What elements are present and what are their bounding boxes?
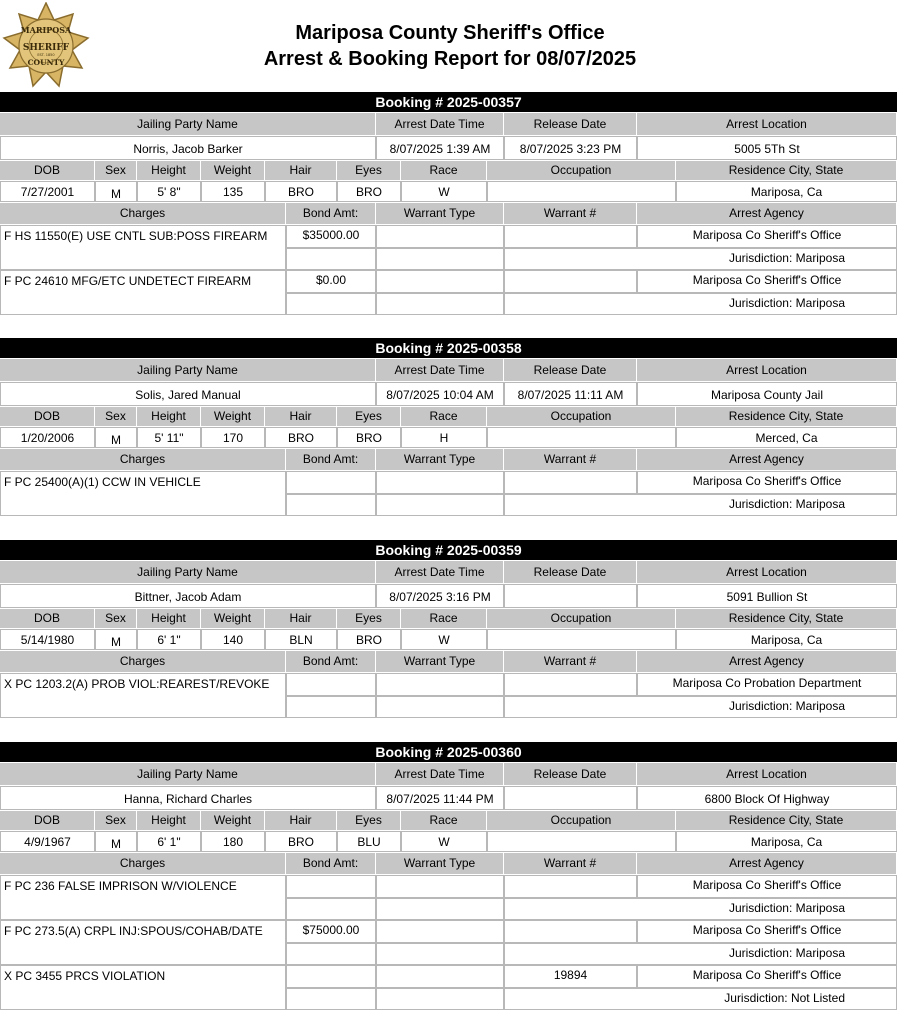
booking-section — [0, 338, 897, 511]
release-date-value: 8/07/2025 11:11 AM — [504, 382, 637, 406]
arrest-agency-value: Mariposa Co Sheriff's Office — [637, 270, 897, 293]
arrest-location-header: Arrest Location — [637, 359, 897, 381]
jailing-party-name-value: Bittner, Jacob Adam — [0, 584, 376, 608]
jailing-party-name-header: Jailing Party Name — [0, 561, 376, 583]
race-header: Race — [401, 407, 487, 426]
arrest-date-time-header: Arrest Date Time — [376, 359, 504, 381]
bond-blank-cell — [286, 696, 376, 718]
dob-header: DOB — [0, 811, 95, 830]
warrant-number-header: Warrant # — [504, 651, 637, 672]
arrest-date-time-header: Arrest Date Time — [376, 561, 504, 583]
warrant-type-blank-cell — [376, 494, 504, 516]
bond-amount-value: $35000.00 — [286, 225, 376, 248]
residence-city-state-header: Residence City, State — [676, 609, 897, 628]
sex-header: Sex — [95, 161, 137, 180]
warrant-number-value — [504, 270, 637, 293]
race-value: W — [401, 831, 487, 852]
height-value: 6' 1" — [137, 629, 201, 650]
release-date-value — [504, 584, 637, 608]
race-value: W — [401, 181, 487, 202]
hair-header: Hair — [265, 161, 337, 180]
race-header: Race — [401, 161, 487, 180]
warrant-number-header: Warrant # — [504, 853, 637, 874]
bond-blank-cell — [286, 943, 376, 965]
residence-city-state-value: Mariposa, Ca — [676, 181, 897, 202]
arrest-location-value: 6800 Block Of Highway — [637, 786, 897, 810]
jurisdiction-value: Jurisdiction: Mariposa — [504, 898, 897, 920]
residence-city-state-value: Mariposa, Ca — [676, 831, 897, 852]
charges-header: Charges — [0, 853, 286, 874]
jailing-party-name-header: Jailing Party Name — [0, 113, 376, 135]
dob-value: 7/27/2001 — [0, 181, 95, 202]
booking-section — [0, 540, 897, 713]
arrest-date-time-value: 8/07/2025 11:44 PM — [376, 786, 504, 810]
badge-bottom-text: COUNTY — [27, 58, 65, 67]
residence-city-state-value: Mariposa, Ca — [676, 629, 897, 650]
warrant-type-blank-cell — [376, 898, 504, 920]
booking-section — [0, 92, 897, 310]
bond-amount-header: Bond Amt: — [286, 651, 376, 672]
arrest-date-time-value: 8/07/2025 3:16 PM — [376, 584, 504, 608]
warrant-number-value — [504, 225, 637, 248]
charges-header: Charges — [0, 449, 286, 470]
warrant-number-value — [504, 471, 637, 494]
dob-value: 5/14/1980 — [0, 629, 95, 650]
warrant-type-header: Warrant Type — [376, 203, 504, 224]
jailing-party-name-value: Norris, Jacob Barker — [0, 136, 376, 160]
arrest-location-header: Arrest Location — [637, 763, 897, 785]
race-value: H — [401, 427, 487, 448]
bond-amount-value: $0.00 — [286, 270, 376, 293]
occupation-header: Occupation — [487, 609, 676, 628]
warrant-number-value: 19894 — [504, 965, 637, 988]
weight-value: 170 — [201, 427, 265, 448]
badge-top-text: MARIPOSA — [20, 25, 72, 35]
booking-number-bar: Booking # 2025-00357 — [0, 92, 897, 112]
height-value: 6' 1" — [137, 831, 201, 852]
bond-amount-value: $75000.00 — [286, 920, 376, 943]
arrest-location-header: Arrest Location — [637, 561, 897, 583]
arrest-location-value: 5005 5Th St — [637, 136, 897, 160]
warrant-number-header: Warrant # — [504, 449, 637, 470]
charges-header: Charges — [0, 651, 286, 672]
arrest-location-value: Mariposa County Jail — [637, 382, 897, 406]
charge-text: F HS 11550(E) USE CNTL SUB:POSS FIREARM — [0, 225, 286, 270]
warrant-type-value — [376, 920, 504, 943]
bond-amount-value — [286, 673, 376, 696]
weight-value: 140 — [201, 629, 265, 650]
arrest-agency-header: Arrest Agency — [637, 853, 897, 874]
warrant-type-blank-cell — [376, 293, 504, 315]
jurisdiction-value: Jurisdiction: Mariposa — [504, 943, 897, 965]
warrant-type-header: Warrant Type — [376, 651, 504, 672]
weight-header: Weight — [201, 407, 265, 426]
sex-header: Sex — [95, 609, 137, 628]
weight-value: 180 — [201, 831, 265, 852]
report-subtitle: Arrest & Booking Report for 08/07/2025 — [263, 48, 637, 70]
weight-header: Weight — [201, 811, 265, 830]
warrant-type-value — [376, 225, 504, 248]
release-date-value: 8/07/2025 3:23 PM — [504, 136, 637, 160]
arrest-date-time-value: 8/07/2025 10:04 AM — [376, 382, 504, 406]
arrest-agency-value: Mariposa Co Sheriff's Office — [637, 225, 897, 248]
residence-city-state-value: Merced, Ca — [676, 427, 897, 448]
warrant-type-blank-cell — [376, 988, 504, 1010]
occupation-header: Occupation — [487, 811, 676, 830]
eyes-value: BRO — [337, 181, 401, 202]
charge-text: F PC 273.5(A) CRPL INJ:SPOUS/COHAB/DATE — [0, 920, 286, 965]
occupation-value — [487, 831, 676, 852]
sheriff-star-badge-icon — [2, 2, 90, 90]
hair-header: Hair — [265, 407, 337, 426]
bond-blank-cell — [286, 898, 376, 920]
warrant-type-value — [376, 875, 504, 898]
bond-amount-header: Bond Amt: — [286, 853, 376, 874]
arrest-location-header: Arrest Location — [637, 113, 897, 135]
report-header — [0, 0, 900, 92]
bond-amount-header: Bond Amt: — [286, 203, 376, 224]
height-header: Height — [137, 609, 201, 628]
warrant-type-value — [376, 965, 504, 988]
sex-value: M — [95, 427, 137, 448]
charge-text: F PC 24610 MFG/ETC UNDETECT FIREARM — [0, 270, 286, 315]
arrest-date-time-value: 8/07/2025 1:39 AM — [376, 136, 504, 160]
occupation-header: Occupation — [487, 161, 676, 180]
race-header: Race — [401, 811, 487, 830]
booking-number-bar: Booking # 2025-00359 — [0, 540, 897, 560]
jurisdiction-value: Jurisdiction: Not Listed — [504, 988, 897, 1010]
warrant-type-blank-cell — [376, 943, 504, 965]
hair-value: BRO — [265, 831, 337, 852]
jailing-party-name-value: Hanna, Richard Charles — [0, 786, 376, 810]
bond-blank-cell — [286, 248, 376, 270]
arrest-agency-header: Arrest Agency — [637, 651, 897, 672]
charge-text: X PC 1203.2(A) PROB VIOL:REAREST/REVOKE — [0, 673, 286, 718]
arrest-agency-value: Mariposa Co Sheriff's Office — [637, 875, 897, 898]
eyes-header: Eyes — [337, 609, 401, 628]
height-header: Height — [137, 407, 201, 426]
weight-value: 135 — [201, 181, 265, 202]
charge-text: F PC 25400(A)(1) CCW IN VEHICLE — [0, 471, 286, 516]
badge-est-text: EST. 1850 — [37, 53, 55, 57]
residence-city-state-header: Residence City, State — [676, 161, 897, 180]
booking-section — [0, 742, 897, 1005]
height-value: 5' 11" — [137, 427, 201, 448]
jurisdiction-value: Jurisdiction: Mariposa — [504, 494, 897, 516]
arrest-date-time-header: Arrest Date Time — [376, 113, 504, 135]
dob-header: DOB — [0, 407, 95, 426]
arrest-agency-value: Mariposa Co Sheriff's Office — [637, 965, 897, 988]
jailing-party-name-header: Jailing Party Name — [0, 359, 376, 381]
dob-header: DOB — [0, 609, 95, 628]
booking-number-bar: Booking # 2025-00360 — [0, 742, 897, 762]
eyes-value: BRO — [337, 629, 401, 650]
race-value: W — [401, 629, 487, 650]
bond-blank-cell — [286, 293, 376, 315]
warrant-number-value — [504, 875, 637, 898]
report-title: Mariposa County Sheriff's Office — [295, 22, 605, 44]
sex-value: M — [95, 629, 137, 650]
occupation-value — [487, 629, 676, 650]
arrest-agency-header: Arrest Agency — [637, 203, 897, 224]
jurisdiction-value: Jurisdiction: Mariposa — [504, 696, 897, 718]
height-header: Height — [137, 811, 201, 830]
hair-header: Hair — [265, 609, 337, 628]
residence-city-state-header: Residence City, State — [676, 407, 897, 426]
jurisdiction-value: Jurisdiction: Mariposa — [504, 248, 897, 270]
warrant-type-value — [376, 471, 504, 494]
bond-blank-cell — [286, 988, 376, 1010]
sex-value: M — [95, 831, 137, 852]
hair-value: BRO — [265, 181, 337, 202]
height-header: Height — [137, 161, 201, 180]
bond-amount-value — [286, 471, 376, 494]
warrant-type-blank-cell — [376, 248, 504, 270]
eyes-header: Eyes — [337, 811, 401, 830]
eyes-value: BLU — [337, 831, 401, 852]
eyes-header: Eyes — [337, 161, 401, 180]
dob-value: 4/9/1967 — [0, 831, 95, 852]
eyes-value: BRO — [337, 427, 401, 448]
release-date-header: Release Date — [504, 359, 637, 381]
charge-text: F PC 236 FALSE IMPRISON W/VIOLENCE — [0, 875, 286, 920]
residence-city-state-header: Residence City, State — [676, 811, 897, 830]
weight-header: Weight — [201, 161, 265, 180]
release-date-header: Release Date — [504, 113, 637, 135]
release-date-header: Release Date — [504, 561, 637, 583]
booking-number-bar: Booking # 2025-00358 — [0, 338, 897, 358]
arrest-agency-value: Mariposa Co Sheriff's Office — [637, 471, 897, 494]
warrant-type-value — [376, 673, 504, 696]
hair-value: BRO — [265, 427, 337, 448]
warrant-number-header: Warrant # — [504, 203, 637, 224]
charges-header: Charges — [0, 203, 286, 224]
warrant-type-header: Warrant Type — [376, 853, 504, 874]
arrest-date-time-header: Arrest Date Time — [376, 763, 504, 785]
arrest-agency-value: Mariposa Co Probation Department — [637, 673, 897, 696]
bond-amount-value — [286, 875, 376, 898]
dob-header: DOB — [0, 161, 95, 180]
occupation-value — [487, 427, 676, 448]
bond-amount-value — [286, 965, 376, 988]
occupation-value — [487, 181, 676, 202]
sex-header: Sex — [95, 407, 137, 426]
occupation-header: Occupation — [487, 407, 676, 426]
badge-middle-text: SHERIFF — [22, 43, 70, 53]
sex-value: M — [95, 181, 137, 202]
warrant-number-value — [504, 673, 637, 696]
bond-blank-cell — [286, 494, 376, 516]
dob-value: 1/20/2006 — [0, 427, 95, 448]
jailing-party-name-value: Solis, Jared Manual — [0, 382, 376, 406]
race-header: Race — [401, 609, 487, 628]
charge-text: X PC 3455 PRCS VIOLATION — [0, 965, 286, 1010]
arrest-location-value: 5091 Bullion St — [637, 584, 897, 608]
warrant-number-value — [504, 920, 637, 943]
weight-header: Weight — [201, 609, 265, 628]
bond-amount-header: Bond Amt: — [286, 449, 376, 470]
jailing-party-name-header: Jailing Party Name — [0, 763, 376, 785]
height-value: 5' 8" — [137, 181, 201, 202]
arrest-agency-header: Arrest Agency — [637, 449, 897, 470]
jurisdiction-value: Jurisdiction: Mariposa — [504, 293, 897, 315]
warrant-type-blank-cell — [376, 696, 504, 718]
warrant-type-value — [376, 270, 504, 293]
warrant-type-header: Warrant Type — [376, 449, 504, 470]
release-date-value — [504, 786, 637, 810]
hair-value: BLN — [265, 629, 337, 650]
arrest-agency-value: Mariposa Co Sheriff's Office — [637, 920, 897, 943]
eyes-header: Eyes — [337, 407, 401, 426]
release-date-header: Release Date — [504, 763, 637, 785]
sex-header: Sex — [95, 811, 137, 830]
hair-header: Hair — [265, 811, 337, 830]
